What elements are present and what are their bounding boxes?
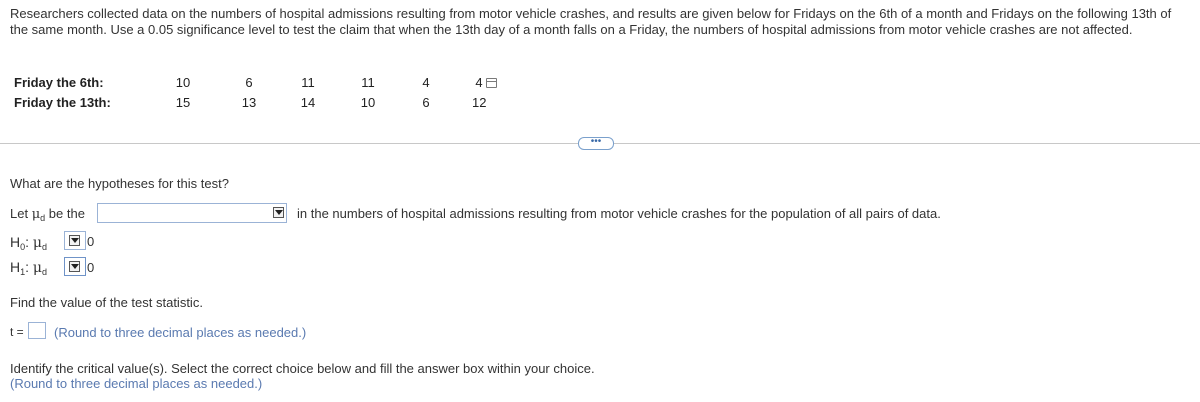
- hypotheses-question: What are the hypotheses for this test?: [10, 176, 229, 191]
- table-cell: 13: [241, 94, 257, 110]
- t-label: t =: [10, 325, 24, 339]
- table-cell: 6: [245, 74, 253, 90]
- table-cell: [454, 72, 518, 92]
- h1-value: 0: [87, 260, 95, 275]
- table-cell: 15: [175, 94, 191, 110]
- table-cell: 14: [300, 94, 316, 110]
- let-suffix: in the numbers of hospital admissions resulting from motor vehicle crashes for the population of all pairs of data.: [297, 206, 941, 221]
- h0-colon: :: [25, 234, 30, 250]
- let-prefix: Let: [10, 206, 29, 221]
- h0-subscript: 0: [20, 242, 26, 252]
- table-cell-value: 4: [475, 74, 483, 90]
- h1-colon: :: [25, 259, 30, 275]
- parameter-select[interactable]: [97, 203, 287, 223]
- data-table: [14, 72, 518, 112]
- h1-relation-select[interactable]: [64, 257, 86, 276]
- mu-subscript: d: [42, 242, 48, 252]
- test-statistic-question: Find the value of the test statistic.: [10, 295, 203, 310]
- row-label: Friday the 6th:: [14, 74, 104, 90]
- t-rounding-hint: (Round to three decimal places as needed.): [54, 325, 307, 340]
- mu-symbol: μ: [32, 235, 43, 251]
- chevron-down-icon[interactable]: [69, 261, 80, 272]
- h1-subscript: 1: [20, 267, 26, 277]
- t-answer-input[interactable]: [28, 322, 46, 339]
- be-the-text: be the: [48, 206, 85, 221]
- h0-value: 0: [87, 234, 95, 249]
- h0-letter: H: [10, 234, 21, 250]
- chevron-down-icon[interactable]: [69, 235, 80, 246]
- mu-subscript: d: [42, 267, 48, 277]
- table-cell: 11: [361, 74, 375, 90]
- table-cell: 6: [422, 94, 430, 110]
- mu-symbol: μ: [31, 207, 41, 222]
- let-statement: [10, 206, 85, 223]
- chevron-down-icon[interactable]: [273, 207, 284, 218]
- table-cell: 10: [360, 94, 376, 110]
- mu-symbol: μ: [32, 260, 43, 276]
- table-row: [14, 92, 518, 112]
- table-cell: 11: [301, 74, 315, 90]
- critical-value-question: Identify the critical value(s). Select the correct choice below and fill the answer box within your choice.: [10, 361, 595, 376]
- h1-letter: H: [10, 259, 21, 275]
- alt-hypothesis-label: [10, 259, 47, 277]
- table-row: [14, 72, 518, 92]
- critical-rounding-hint: (Round to three decimal places as needed.): [10, 376, 263, 391]
- table-cell: 4: [422, 74, 430, 90]
- expand-more-button[interactable]: •••: [578, 137, 614, 150]
- h0-relation-select[interactable]: [64, 231, 86, 250]
- copy-table-icon[interactable]: [486, 78, 497, 88]
- table-cell: 10: [175, 74, 191, 90]
- row-label: Friday the 13th:: [14, 94, 111, 110]
- null-hypothesis-label: [10, 234, 47, 252]
- mu-subscript: d: [40, 213, 46, 223]
- problem-statement: Researchers collected data on the numbers of hospital admissions resulting from motor vehicle crashes, and results are given below for Fridays on the 6th of a month and Fridays on the following 13th of the same month. Use a 0.05 significance level to test the claim that when the 13th day of a month falls on a Friday, the numbers of hospital admissions from motor vehicle crashes are not affected.: [10, 6, 1172, 37]
- table-cell: 12: [472, 94, 487, 110]
